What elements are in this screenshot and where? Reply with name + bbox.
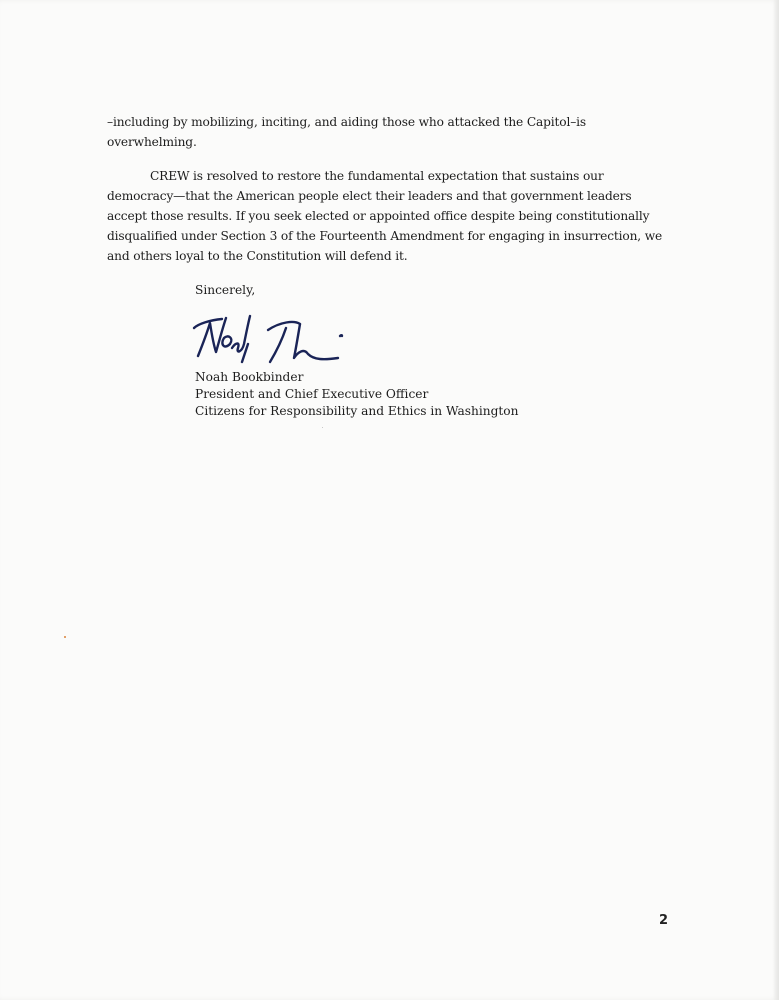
paragraph-crew-resolve: CREW is resolved to restore the fundamental expectation that sustains our democracy—that the American people elect their leaders and that government leaders accept those results. If you seek elected or appointed office despite being constitutionally disqualified under Section 3 of the Fourteenth Amendment for engaging in insurrection, we and others loyal to the Constitution will defend it.: [107, 169, 663, 263]
signer-title: President and Chief Executive Officer: [195, 387, 429, 401]
letter-body: [107, 112, 667, 266]
signature-icon: [188, 308, 358, 370]
scan-speck: [322, 427, 323, 428]
signer-organization: Citizens for Responsibility and Ethics in Washington: [195, 404, 519, 418]
scan-speck: [64, 636, 66, 638]
closing-salutation: Sincerely,: [195, 283, 256, 297]
signer-name: Noah Bookbinder: [195, 370, 304, 384]
page-number: 2: [659, 913, 669, 928]
signer-block: [195, 369, 519, 420]
paragraph-continuation: –including by mobilizing, inciting, and aiding those who attacked the Capitol–is overwhelming.: [107, 115, 586, 149]
